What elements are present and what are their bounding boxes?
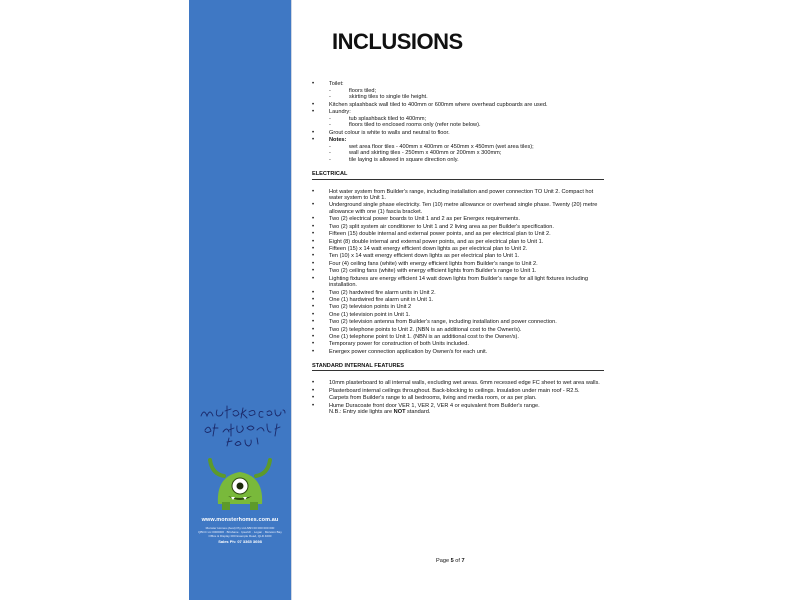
sidebar-divider — [291, 0, 292, 600]
list-item: • Two (2) ceiling fans (white) with energy efficient lights from Builder's range to Unit 1. — [312, 268, 602, 275]
company-fine-print: Monster Homes (Aust) Pty Ltd ABN 00 000 000 000 — [205, 526, 275, 530]
company-fine-print: Office & Display 000 Example Road, QLD 4000 — [208, 534, 272, 538]
hume-note-suffix: standard. — [405, 409, 431, 416]
list-item: • One (1) television point in Unit 1. — [312, 312, 602, 319]
section-heading-internal-features: STANDARD INTERNAL FEATURES — [312, 363, 604, 371]
sub-list — [329, 88, 602, 101]
list-item: • Energex power connection application by Owner/s for each unit. — [312, 349, 602, 356]
sales-phone: Sales Ph: 07 3365 3698 — [218, 539, 262, 544]
sub-list — [329, 116, 602, 129]
list-item: • Grout colour is white to walls and neutral to floor. — [312, 130, 602, 137]
list-item: • Two (2) telephone points to Unit 2. (NBN is an additional cost to the Owner/s). — [312, 327, 602, 334]
handwritten-slogan — [197, 402, 289, 452]
list-item: • Two (2) hardwired fire alarm units in Unit 2. — [312, 290, 602, 297]
internal-features-list — [312, 380, 602, 415]
list-item: • Eight (8) double internal and external power points, and as per electrical plan to Unit 1. — [312, 239, 602, 246]
tiling-list — [312, 81, 602, 163]
page-number — [436, 558, 465, 564]
list-item: • Underground single phase electricity. Ten (10) metre allowance or overhead single phase. Twenty (20) metre allowance with one (1) fascia bracket. — [312, 202, 602, 215]
sub-list-item: - wet area floor tiles - 400mm x 400mm or 450mm x 450mm (wet area tiles); — [329, 144, 602, 151]
website-url[interactable]: www.monsterhomes.com.au — [201, 517, 279, 523]
list-item: • One (1) telephone point to Unit 1. (NBN is an additional cost to the Owner/s). — [312, 334, 602, 341]
sub-list-item: - tub splashback tiled to 400mm; — [329, 116, 602, 123]
list-item: • Hot water system from Builder's range, including installation and power connection TO Unit 2. Compact hot water system to Unit 1. — [312, 189, 602, 202]
page-label: Page — [436, 558, 451, 564]
list-item: • Lighting fixtures are energy efficient 14 watt down lights from Builder's range for all light fixtures including installation. — [312, 276, 602, 289]
section-heading-electrical: ELECTRICAL — [312, 171, 604, 179]
page-title: INCLUSIONS — [332, 29, 463, 54]
page-total: 7 — [461, 558, 465, 564]
list-item — [312, 109, 602, 129]
list-item — [312, 403, 602, 416]
list-item — [312, 81, 602, 101]
page-of: of — [453, 558, 462, 564]
sub-list — [329, 144, 602, 164]
list-item: • Temporary power for construction of both Units included. — [312, 341, 602, 348]
list-item: • Ten (10) x 14 watt energy efficient down lights as per electrical plan to Unit 1. — [312, 253, 602, 260]
list-item: • 10mm plasterboard to all internal walls, excluding wet areas. 6mm recessed edge FC sheet to wet area walls. — [312, 380, 602, 387]
document-body — [312, 81, 602, 417]
notes-label: Notes: — [329, 136, 347, 143]
list-item: • Two (2) television points in Unit 2 — [312, 304, 602, 311]
list-item: • Two (2) television antenna from Builder's range, including installation and power connection. — [312, 319, 602, 326]
list-item: • Fifteen (15) double internal and external power points, and as per electrical plan to Unit 2. — [312, 231, 602, 238]
page-current: 5 — [450, 558, 454, 564]
hume-note-prefix: N.B.: Entry side lights are — [329, 409, 394, 416]
list-item: • Two (2) split system air conditioner to Unit 1 and 2 living area as per Builder's specification. — [312, 224, 602, 231]
list-item: • Kitchen splashback wall tiled to 400mm or 600mm where overhead cupboards are used. — [312, 102, 602, 109]
toilet-label: Toilet: — [329, 81, 344, 87]
sub-list-item: - wall and skirting tiles - 250mm x 400mm or 200mm x 300mm; — [329, 150, 602, 157]
brand-sidebar — [189, 0, 291, 600]
electrical-list — [312, 189, 602, 356]
list-item: • Carpets from Builder's range to all bedrooms, living and media room, or as per plan. — [312, 395, 602, 402]
list-item: • Two (2) electrical power boards to Unit 1 and 2 as per Energex requirements. — [312, 216, 602, 223]
hume-note-emphasis: NOT — [393, 409, 406, 416]
list-item: • Four (4) ceiling fans (white) with energy efficient lights from Builder's range to Unit 2. — [312, 261, 602, 268]
sub-list-item: - floors tiled; — [329, 88, 602, 95]
hume-door-text: Hume Duracoate front door VER 1, VER 2, VER 4 or equivalent from Builder's range. — [329, 402, 540, 409]
sub-list-item: - tile laying is allowed in square direction only. — [329, 157, 602, 164]
monster-mascot-logo — [202, 454, 278, 512]
laundry-label: Laundry: — [329, 108, 351, 115]
list-item — [312, 137, 602, 163]
company-fine-print: QBCC Lic 0000000 · Brisbane · Ipswich · Logan · Moreton Bay — [198, 530, 282, 534]
sub-list-item: - skirting tiles to single tile height. — [329, 94, 602, 101]
list-item: • Plasterboard internal ceilings throughout. Back-blocking to ceilings. Insulation under main roof - R2.5. — [312, 388, 602, 395]
list-item: • One (1) hardwired fire alarm unit in Unit 1. — [312, 297, 602, 304]
list-item: • Fifteen (15) x 14 watt energy efficient down lights as per electrical plan to Unit 2. — [312, 246, 602, 253]
sub-list-item: - floors tiled to enclosed rooms only (refer note below). — [329, 122, 602, 129]
